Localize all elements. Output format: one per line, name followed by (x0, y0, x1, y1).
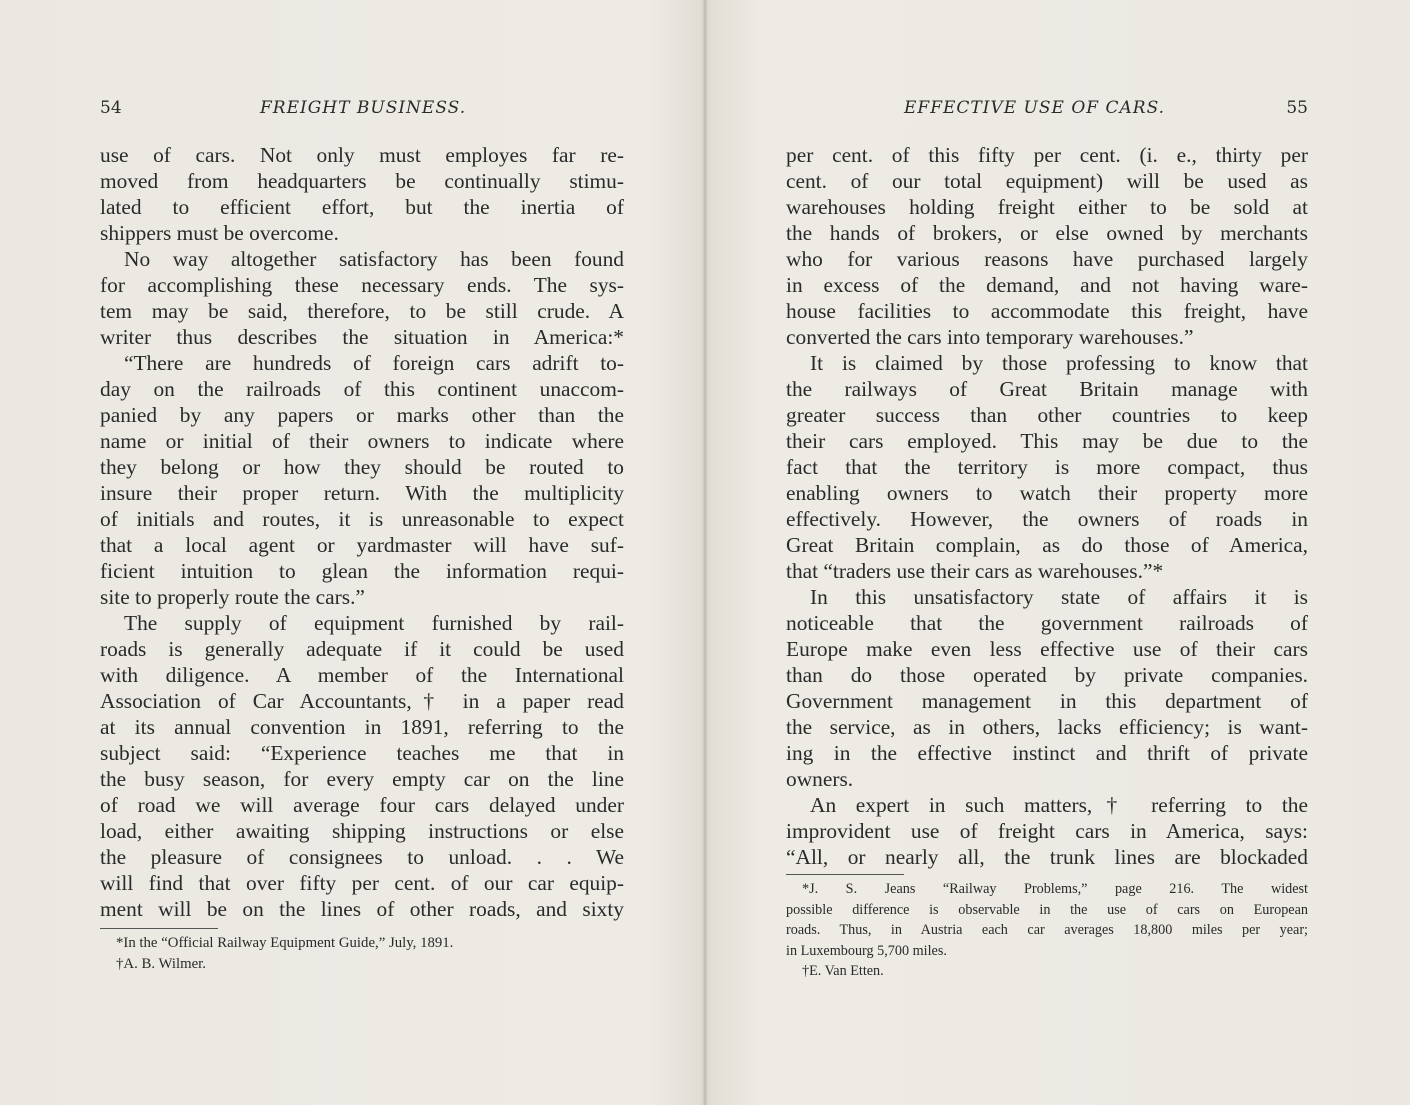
footnote-rule (100, 928, 218, 929)
footnote: *J. S. Jeans “Railway Problems,” page 216. The widest (802, 881, 1308, 897)
text-line: day on the railroads of this continent unaccom- (100, 377, 624, 401)
text-line: It is claimed by those professing to know that (810, 351, 1308, 375)
text-line: the pleasure of consignees to unload. . . We (100, 845, 624, 869)
page-number: 54 (100, 98, 122, 118)
text-line: lated to efficient effort, but the inertia of (100, 195, 624, 219)
text-line: cent. of our total equipment) will be used as (786, 169, 1308, 193)
text-line: “All, or nearly all, the trunk lines are blockaded (786, 845, 1308, 869)
footnote: †E. Van Etten. (802, 963, 884, 979)
text-line: per cent. of this fifty per cent. (i. e., thirty per (786, 143, 1308, 167)
footnote-rule (786, 874, 904, 875)
right-page-header (786, 98, 1308, 122)
footnote: roads. Thus, in Austria each car averages 18,800 miles per year; (786, 922, 1308, 938)
text-line: ment will be on the lines of other roads, and sixty (100, 897, 624, 921)
text-line: moved from headquarters be continually stimu- (100, 169, 624, 193)
text-line: the railways of Great Britain manage with (786, 377, 1308, 401)
text-line: effectively. However, the owners of roads in (786, 507, 1308, 531)
text-line: The supply of equipment furnished by rail- (124, 611, 624, 635)
text-line: converted the cars into temporary warehouses.” (786, 325, 1194, 349)
text-line: Great Britain complain, as do those of America, (786, 533, 1308, 557)
text-line: fact that the territory is more compact, thus (786, 455, 1308, 479)
text-line: house facilities to accommodate this freight, have (786, 299, 1308, 323)
text-line: In this unsatisfactory state of affairs it is (810, 585, 1308, 609)
text-line: enabling owners to watch their property more (786, 481, 1308, 505)
text-line: in excess of the demand, and not having ware- (786, 273, 1308, 297)
text-line: roads is generally adequate if it could be used (100, 637, 624, 661)
text-line: load, either awaiting shipping instructions or else (100, 819, 624, 843)
text-line: No way altogether satisfactory has been found (124, 247, 624, 271)
text-line: subject said: “Experience teaches me that in (100, 741, 624, 765)
text-line: they belong or how they should be routed to (100, 455, 624, 479)
text-line: who for various reasons have purchased largely (786, 247, 1308, 271)
left-page-body (100, 142, 624, 922)
text-line: Europe make even less effective use of their cars (786, 637, 1308, 661)
text-line: with diligence. A member of the International (100, 663, 624, 687)
text-line: site to properly route the cars.” (100, 585, 365, 609)
text-line: the hands of brokers, or else owned by merchants (786, 221, 1308, 245)
left-page-header (100, 98, 624, 122)
text-line: greater success than other countries to keep (786, 403, 1308, 427)
footnote: in Luxembourg 5,700 miles. (786, 942, 947, 959)
text-line: will find that over fifty per cent. of our car equip- (100, 871, 624, 895)
text-line: warehouses holding freight either to be sold at (786, 195, 1308, 219)
footnote: *In the “Official Railway Equipment Guide,” July, 1891. (116, 935, 454, 951)
text-line: name or initial of their owners to indicate where (100, 429, 624, 453)
text-line: “There are hundreds of foreign cars adrift to- (124, 351, 624, 375)
text-line: writer thus describes the situation in America:* (100, 325, 624, 349)
footnote: possible difference is observable in the use of cars on European (786, 901, 1308, 918)
right-page (786, 0, 1308, 1105)
book-gutter (703, 0, 707, 1105)
left-page (100, 0, 624, 1105)
text-line: the busy season, for every empty car on the line (100, 767, 624, 791)
page-number: 55 (1286, 98, 1308, 118)
footnote: †A. B. Wilmer. (116, 956, 206, 972)
text-line: of road we will average four cars delayed under (100, 793, 624, 817)
text-line: An expert in such matters,† referring to the (810, 793, 1308, 817)
text-line: ficient intuition to glean the information requi- (100, 559, 624, 583)
text-line: owners. (786, 767, 854, 791)
text-line: insure their proper return. With the multiplicity (100, 481, 624, 505)
text-line: shippers must be overcome. (100, 221, 339, 245)
text-line: their cars employed. This may be due to the (786, 429, 1308, 453)
running-head: FREIGHT BUSINESS. (260, 98, 467, 118)
left-footnotes (100, 928, 624, 975)
right-page-body (786, 142, 1308, 870)
text-line: improvident use of freight cars in America, says: (786, 819, 1308, 843)
text-line: that “traders use their cars as warehouses.”* (786, 559, 1164, 583)
text-line: Association of Car Accountants,† in a paper read (100, 689, 624, 713)
text-line: that a local agent or yardmaster will have suf- (100, 533, 624, 557)
text-line: panied by any papers or marks other than the (100, 403, 624, 427)
text-line: tem may be said, therefore, to be still crude. A (100, 299, 624, 323)
text-line: use of cars. Not only must employes far re- (100, 143, 624, 167)
running-head: EFFECTIVE USE OF CARS. (904, 98, 1166, 118)
text-line: ing in the effective instinct and thrift of private (786, 741, 1308, 765)
text-line: than do those operated by private companies. (786, 663, 1308, 687)
text-line: of initials and routes, it is unreasonable to expect (100, 507, 624, 531)
text-line: Government management in this department of (786, 689, 1308, 713)
text-line: at its annual convention in 1891, referring to the (100, 715, 624, 739)
text-line: the service, as in others, lacks efficiency; is want- (786, 715, 1308, 739)
right-footnotes (786, 874, 1308, 982)
text-line: noticeable that the government railroads of (786, 611, 1308, 635)
text-line: for accomplishing these necessary ends. The sys- (100, 273, 624, 297)
